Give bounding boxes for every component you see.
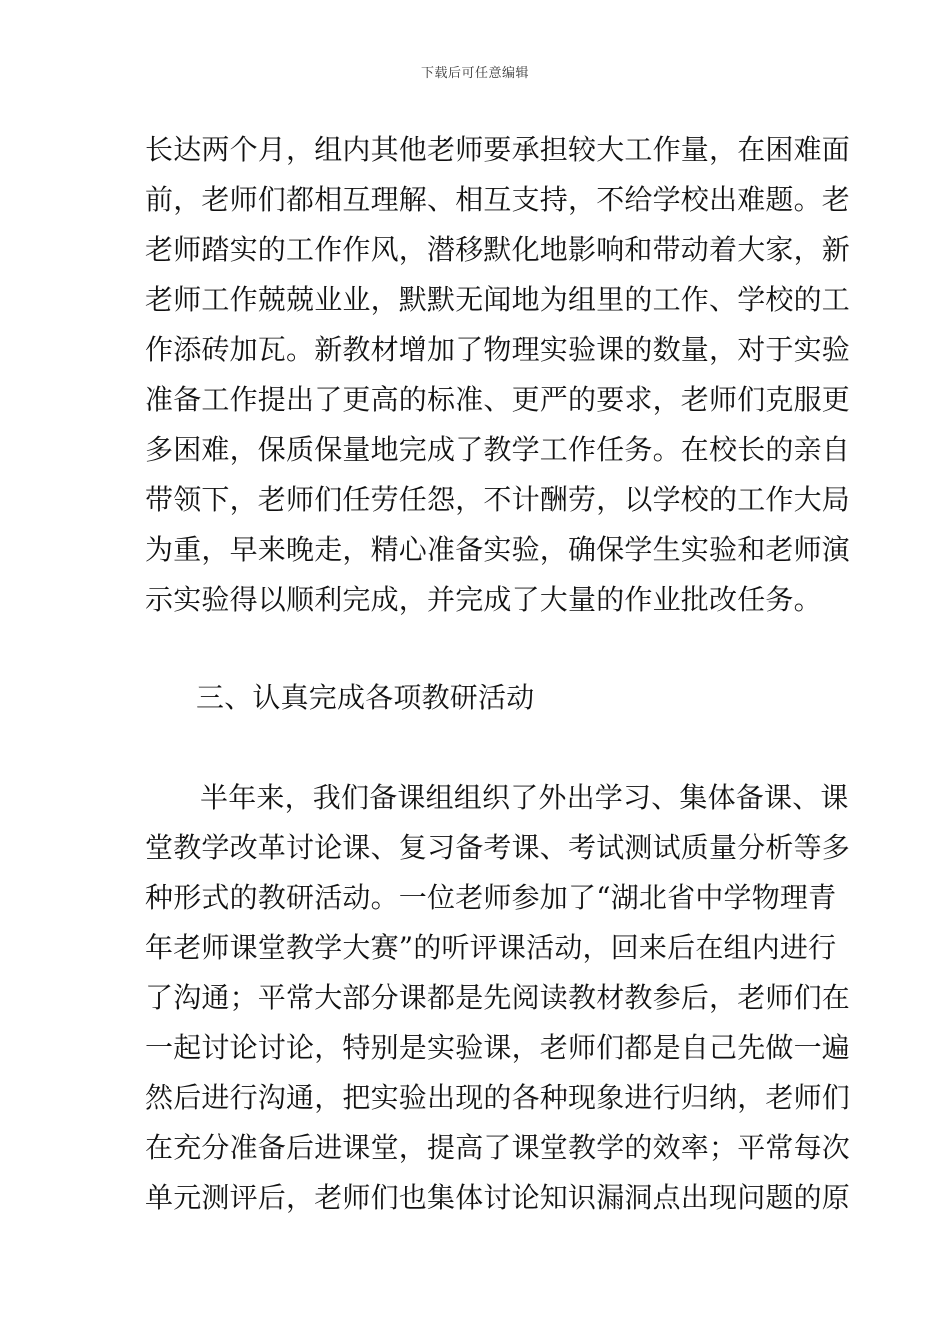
paragraph-1-line: 为重，早来晚走，精心准备实验，确保学生实验和老师演	[145, 533, 851, 566]
paragraph-2-line: 一起讨论讨论，特别是实验课，老师们都是自己先做一遍	[145, 1031, 851, 1064]
page-header: 下载后可任意编辑	[420, 66, 529, 81]
paragraph-1-line: 示实验得以顺利完成，并完成了大量的作业批改任务。	[145, 583, 822, 616]
paragraph-2-line: 年老师课堂教学大赛”的听评课活动，回来后在组内进行	[145, 931, 837, 964]
section-heading: 三、认真完成各项教研活动	[196, 681, 535, 714]
paragraph-1-line: 准备工作提出了更高的标准、更严的要求，老师们克服更	[145, 383, 851, 416]
paragraph-1-line: 多困难，保质保量地完成了教学工作任务。在校长的亲自	[145, 433, 851, 466]
paragraph-1-line: 老师工作兢兢业业，默默无闻地为组里的工作、学校的工	[145, 283, 851, 316]
paragraph-1-line: 带领下，老师们任劳任怨，不计酬劳，以学校的工作大局	[145, 483, 851, 516]
paragraph-2-line: 单元测评后，老师们也集体讨论知识漏洞点出现问题的原	[145, 1181, 851, 1214]
paragraph-2-line: 然后进行沟通，把实验出现的各种现象进行归纳，老师们	[145, 1081, 851, 1114]
paragraph-2-line: 在充分准备后进课堂，提高了课堂教学的效率；平常每次	[145, 1131, 851, 1164]
paragraph-2-line: 种形式的教研活动。一位老师参加了“湖北省中学物理青	[145, 881, 837, 914]
paragraph-1-line: 作添砖加瓦。新教材增加了物理实验课的数量，对于实验	[145, 333, 851, 366]
paragraph-1-line: 前，老师们都相互理解、相互支持，不给学校出难题。老	[145, 183, 851, 216]
paragraph-2-line: 了沟通；平常大部分课都是先阅读教材教参后，老师们在	[145, 981, 851, 1014]
paragraph-1-line: 老师踏实的工作作风，潜移默化地影响和带动着大家，新	[145, 233, 851, 266]
paragraph-1-line: 长达两个月，组内其他老师要承担较大工作量，在困难面	[145, 133, 851, 166]
paragraph-2-line: 半年来，我们备课组组织了外出学习、集体备课、课	[200, 781, 849, 814]
paragraph-2-line: 堂教学改革讨论课、复习备考课、考试测试质量分析等多	[145, 831, 851, 864]
